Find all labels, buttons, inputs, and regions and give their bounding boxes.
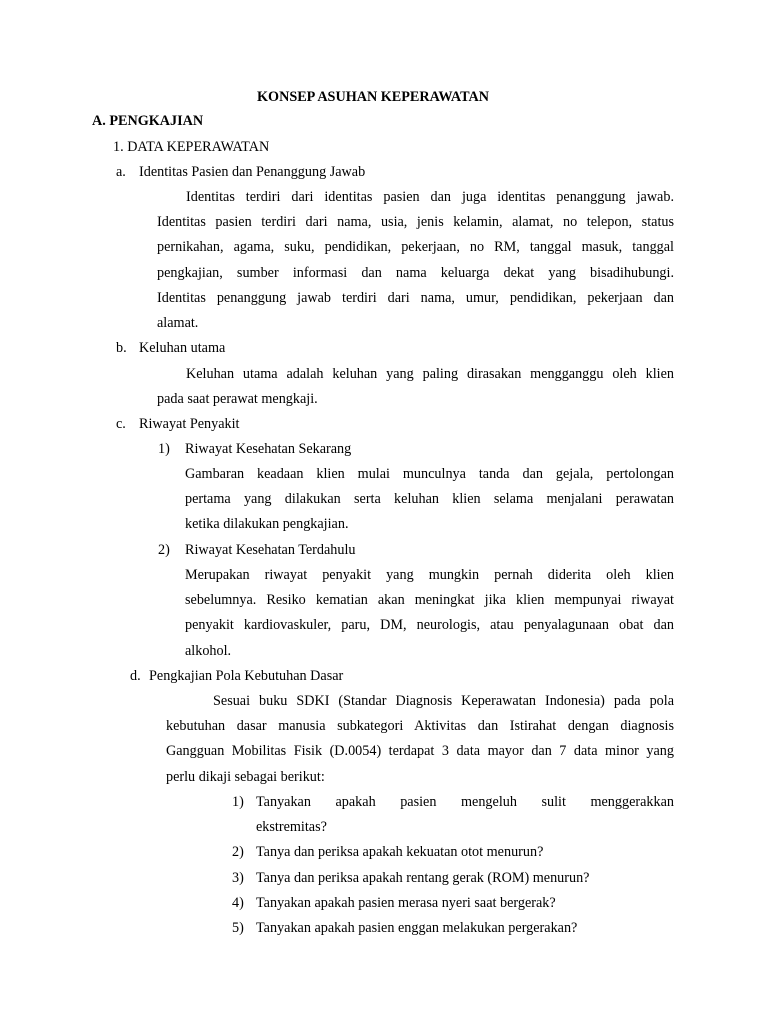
item-d-line: Gangguan Mobilitas Fisik (D.0054) terdapat 3 data mayor dan 7 data minor yang — [166, 743, 674, 759]
item-c2-line: sebelumnya. Resiko kematian akan meningkat jika klien mempunyai riwayat — [185, 592, 674, 608]
item-a-line: alamat. — [157, 315, 199, 331]
item-d-marker: d. — [130, 668, 141, 684]
item-a-line: Identitas terdiri dari identitas pasien dan juga identitas penanggung jawab. — [186, 189, 674, 205]
item-a-line: Identitas pasien terdiri dari nama, usia, jenis kelamin, alamat, no telepon, status — [157, 214, 674, 230]
question-text: Tanya dan periksa apakah rentang gerak (ROM) menurun? — [256, 870, 590, 886]
item-b-heading: Keluhan utama — [139, 340, 226, 356]
question-marker: 4) — [232, 895, 244, 911]
item-a-line: Identitas penanggung jawab terdiri dari nama, umur, pendidikan, pekerjaan dan — [157, 290, 674, 306]
item-c2-line: alkohol. — [185, 643, 232, 659]
item-c1-line: ketika dilakukan pengkajian. — [185, 516, 349, 532]
question-text: Tanyakan apakah pasien enggan melakukan pergerakan? — [256, 920, 578, 936]
question-marker: 5) — [232, 920, 244, 936]
document-title: KONSEP ASUHAN KEPERAWATAN — [257, 89, 490, 105]
item-d-line: perlu dikaji sebagai berikut: — [166, 769, 325, 785]
item-c-heading: Riwayat Penyakit — [139, 416, 240, 432]
item-d-line: kebutuhan dasar manusia subkategori Aktivitas dan Istirahat dengan diagnosis — [166, 718, 674, 734]
subsection-1-heading: 1. DATA KEPERAWATAN — [113, 139, 270, 155]
question-marker: 2) — [232, 844, 244, 860]
item-b-line: pada saat perawat mengkaji. — [157, 391, 318, 407]
item-d-heading: Pengkajian Pola Kebutuhan Dasar — [149, 668, 344, 684]
item-b-line: Keluhan utama adalah keluhan yang paling dirasakan mengganggu oleh klien — [186, 366, 674, 382]
item-a-heading: Identitas Pasien dan Penanggung Jawab — [139, 164, 366, 180]
item-c-marker: c. — [116, 416, 126, 432]
question-text: Tanyakan apakah pasien mengeluh sulit menggerakkan — [256, 794, 674, 810]
item-c2-heading: Riwayat Kesehatan Terdahulu — [185, 542, 356, 558]
item-d-line: Sesuai buku SDKI (Standar Diagnosis Keperawatan Indonesia) pada pola — [213, 693, 674, 709]
question-text-continuation: ekstremitas? — [256, 819, 327, 835]
question-text: Tanya dan periksa apakah kekuatan otot menurun? — [256, 844, 544, 860]
item-a-line: pengkajian, sumber informasi dan nama keluarga dekat yang bisadihubungi. — [157, 265, 674, 281]
question-marker: 3) — [232, 870, 244, 886]
section-a-heading: A. PENGKAJIAN — [92, 113, 204, 129]
item-a-marker: a. — [116, 164, 126, 180]
item-a-line: pernikahan, agama, suku, pendidikan, pekerjaan, no RM, tanggal masuk, tanggal — [157, 239, 674, 255]
item-b-marker: b. — [116, 340, 127, 356]
question-marker: 1) — [232, 794, 244, 810]
item-c1-line: pertama yang dilakukan serta keluhan klien selama menjalani perawatan — [185, 491, 674, 507]
item-c1-heading: Riwayat Kesehatan Sekarang — [185, 441, 352, 457]
item-c2-line: penyakit kardiovaskuler, paru, DM, neurologis, atau penyalagunaan obat dan — [185, 617, 674, 633]
question-text: Tanyakan apakah pasien merasa nyeri saat bergerak? — [256, 895, 556, 911]
item-c1-marker: 1) — [158, 441, 170, 457]
item-c2-line: Merupakan riwayat penyakit yang mungkin pernah diderita oleh klien — [185, 567, 674, 583]
item-c2-marker: 2) — [158, 542, 170, 558]
item-c1-line: Gambaran keadaan klien mulai munculnya tanda dan gejala, pertolongan — [185, 466, 674, 482]
